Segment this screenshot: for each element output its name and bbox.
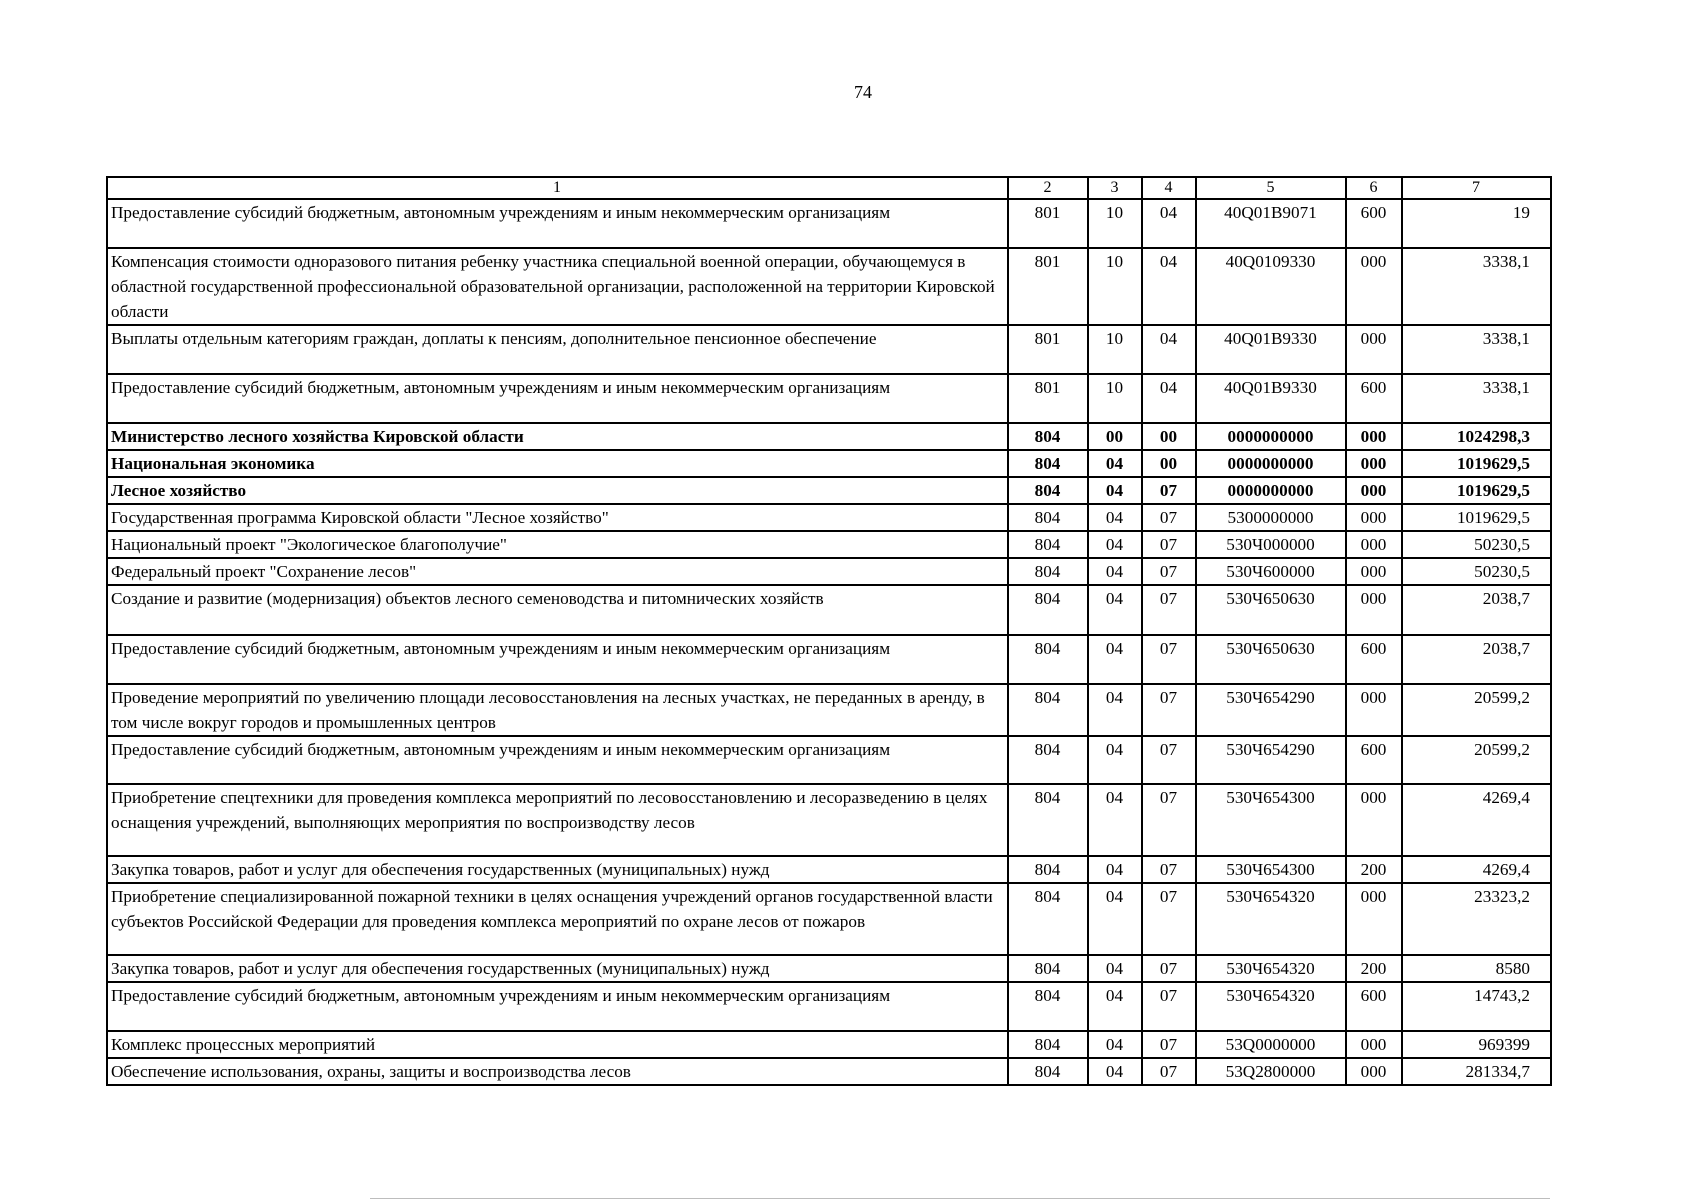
row-code-3: 04	[1088, 504, 1142, 531]
row-name: Обеспечение использования, охраны, защиты и воспроизводства лесов	[107, 1058, 1008, 1085]
row-name: Предоставление субсидий бюджетным, автономным учреждениям и иным некоммерческим организациям	[107, 736, 1008, 784]
row-code-5: 530Ч654290	[1196, 684, 1346, 736]
row-code-3: 04	[1088, 558, 1142, 585]
row-code-5: 530Ч654320	[1196, 982, 1346, 1031]
row-code-4: 07	[1142, 883, 1196, 955]
row-code-4: 07	[1142, 531, 1196, 558]
table-row	[107, 635, 1551, 684]
row-sum: 3338,1	[1402, 374, 1551, 423]
row-code-2: 801	[1008, 248, 1088, 325]
row-code-6: 600	[1346, 374, 1402, 423]
row-code-3: 04	[1088, 531, 1142, 558]
table-row	[107, 1031, 1551, 1058]
row-code-2: 804	[1008, 635, 1088, 684]
table-row	[107, 883, 1551, 955]
row-code-5: 5300000000	[1196, 504, 1346, 531]
row-code-2: 804	[1008, 856, 1088, 883]
row-code-3: 04	[1088, 982, 1142, 1031]
row-code-3: 04	[1088, 1058, 1142, 1085]
row-code-5: 530Ч654290	[1196, 736, 1346, 784]
row-code-5: 530Ч654300	[1196, 856, 1346, 883]
row-name: Закупка товаров, работ и услуг для обеспечения государственных (муниципальных) нужд	[107, 955, 1008, 982]
row-code-2: 804	[1008, 504, 1088, 531]
table-row	[107, 199, 1551, 248]
row-code-6: 600	[1346, 199, 1402, 248]
row-code-3: 10	[1088, 248, 1142, 325]
row-sum: 2038,7	[1402, 585, 1551, 635]
row-code-4: 00	[1142, 450, 1196, 477]
row-name: Министерство лесного хозяйства Кировской области	[107, 423, 1008, 450]
table-row	[107, 684, 1551, 736]
row-code-4: 07	[1142, 635, 1196, 684]
budget-table	[106, 176, 1552, 1086]
row-code-3: 04	[1088, 450, 1142, 477]
row-code-3: 04	[1088, 1031, 1142, 1058]
table-row	[107, 736, 1551, 784]
row-code-4: 07	[1142, 1058, 1196, 1085]
row-code-4: 04	[1142, 374, 1196, 423]
table-row	[107, 423, 1551, 450]
page-bottom-rule	[370, 1198, 1550, 1199]
row-code-5: 0000000000	[1196, 423, 1346, 450]
row-sum: 3338,1	[1402, 248, 1551, 325]
table-header-row	[107, 177, 1551, 199]
row-code-3: 10	[1088, 325, 1142, 374]
row-code-5: 530Ч654320	[1196, 883, 1346, 955]
row-code-5: 530Ч000000	[1196, 531, 1346, 558]
row-code-5: 40Q0109330	[1196, 248, 1346, 325]
row-code-2: 804	[1008, 423, 1088, 450]
row-sum: 4269,4	[1402, 856, 1551, 883]
row-code-3: 04	[1088, 883, 1142, 955]
row-sum: 19	[1402, 199, 1551, 248]
row-code-5: 530Ч654300	[1196, 784, 1346, 856]
row-sum: 20599,2	[1402, 684, 1551, 736]
header-cell: 6	[1346, 177, 1402, 199]
table-row	[107, 504, 1551, 531]
header-cell: 2	[1008, 177, 1088, 199]
table-row	[107, 450, 1551, 477]
table-row	[107, 477, 1551, 504]
row-code-2: 804	[1008, 955, 1088, 982]
row-name: Предоставление субсидий бюджетным, автономным учреждениям и иным некоммерческим организациям	[107, 982, 1008, 1031]
row-code-4: 07	[1142, 504, 1196, 531]
row-code-3: 04	[1088, 856, 1142, 883]
row-code-6: 000	[1346, 325, 1402, 374]
table-row	[107, 248, 1551, 325]
row-code-2: 804	[1008, 883, 1088, 955]
table-body	[107, 199, 1551, 1085]
table-row	[107, 955, 1551, 982]
row-code-3: 04	[1088, 635, 1142, 684]
row-name: Государственная программа Кировской области "Лесное хозяйство"	[107, 504, 1008, 531]
row-name: Предоставление субсидий бюджетным, автономным учреждениям и иным некоммерческим организациям	[107, 199, 1008, 248]
row-name: Проведение мероприятий по увеличению площади лесовосстановления на лесных участках, не переданных в аренду, в том числе вокруг городов и промышленных центров	[107, 684, 1008, 736]
row-name: Создание и развитие (модернизация) объектов лесного семеноводства и питомнических хозяйств	[107, 585, 1008, 635]
row-name: Комплекс процессных мероприятий	[107, 1031, 1008, 1058]
row-sum: 14743,2	[1402, 982, 1551, 1031]
row-name: Выплаты отдельным категориям граждан, доплаты к пенсиям, дополнительное пенсионное обеспечение	[107, 325, 1008, 374]
row-code-4: 04	[1142, 199, 1196, 248]
row-code-2: 804	[1008, 558, 1088, 585]
row-code-6: 000	[1346, 248, 1402, 325]
row-code-2: 804	[1008, 450, 1088, 477]
row-code-6: 000	[1346, 504, 1402, 531]
row-code-4: 04	[1142, 248, 1196, 325]
table-row	[107, 585, 1551, 635]
row-name: Национальный проект "Экологическое благополучие"	[107, 531, 1008, 558]
row-code-5: 40Q01B9071	[1196, 199, 1346, 248]
row-code-6: 000	[1346, 684, 1402, 736]
row-code-2: 804	[1008, 684, 1088, 736]
row-code-6: 600	[1346, 736, 1402, 784]
row-sum: 50230,5	[1402, 558, 1551, 585]
row-code-4: 07	[1142, 1031, 1196, 1058]
row-name: Предоставление субсидий бюджетным, автономным учреждениям и иным некоммерческим организациям	[107, 374, 1008, 423]
row-code-2: 801	[1008, 325, 1088, 374]
row-code-5: 53Q2800000	[1196, 1058, 1346, 1085]
row-code-3: 04	[1088, 684, 1142, 736]
row-code-4: 07	[1142, 955, 1196, 982]
row-code-4: 07	[1142, 558, 1196, 585]
row-code-3: 04	[1088, 736, 1142, 784]
header-cell: 1	[107, 177, 1008, 199]
row-code-5: 0000000000	[1196, 450, 1346, 477]
table-row	[107, 856, 1551, 883]
row-code-6: 000	[1346, 477, 1402, 504]
row-code-2: 801	[1008, 374, 1088, 423]
page-number: 74	[854, 82, 872, 102]
table-row	[107, 784, 1551, 856]
row-code-6: 000	[1346, 1031, 1402, 1058]
row-code-4: 07	[1142, 585, 1196, 635]
row-code-6: 600	[1346, 982, 1402, 1031]
row-code-6: 000	[1346, 531, 1402, 558]
row-sum: 2038,7	[1402, 635, 1551, 684]
row-code-2: 804	[1008, 585, 1088, 635]
row-code-3: 04	[1088, 585, 1142, 635]
row-sum: 23323,2	[1402, 883, 1551, 955]
row-sum: 8580	[1402, 955, 1551, 982]
row-sum: 20599,2	[1402, 736, 1551, 784]
table-row	[107, 982, 1551, 1031]
row-code-3: 04	[1088, 784, 1142, 856]
row-code-3: 10	[1088, 199, 1142, 248]
row-code-3: 10	[1088, 374, 1142, 423]
row-code-6: 000	[1346, 1058, 1402, 1085]
row-code-5: 530Ч650630	[1196, 635, 1346, 684]
row-sum: 1019629,5	[1402, 477, 1551, 504]
row-code-6: 000	[1346, 883, 1402, 955]
row-code-2: 801	[1008, 199, 1088, 248]
row-code-5: 530Ч654320	[1196, 955, 1346, 982]
row-name: Лесное хозяйство	[107, 477, 1008, 504]
row-code-2: 804	[1008, 784, 1088, 856]
row-code-2: 804	[1008, 531, 1088, 558]
row-name: Закупка товаров, работ и услуг для обеспечения государственных (муниципальных) нужд	[107, 856, 1008, 883]
table-row	[107, 325, 1551, 374]
table-row	[107, 531, 1551, 558]
row-code-2: 804	[1008, 1058, 1088, 1085]
row-name: Национальная экономика	[107, 450, 1008, 477]
row-code-4: 07	[1142, 684, 1196, 736]
row-name: Федеральный проект "Сохранение лесов"	[107, 558, 1008, 585]
row-code-2: 804	[1008, 736, 1088, 784]
row-sum: 50230,5	[1402, 531, 1551, 558]
row-code-4: 07	[1142, 784, 1196, 856]
row-code-5: 40Q01B9330	[1196, 374, 1346, 423]
row-code-6: 200	[1346, 955, 1402, 982]
row-sum: 3338,1	[1402, 325, 1551, 374]
row-code-5: 530Ч650630	[1196, 585, 1346, 635]
row-code-6: 000	[1346, 423, 1402, 450]
row-code-5: 53Q0000000	[1196, 1031, 1346, 1058]
row-code-4: 07	[1142, 477, 1196, 504]
row-code-5: 530Ч600000	[1196, 558, 1346, 585]
header-cell: 7	[1402, 177, 1551, 199]
row-code-6: 200	[1346, 856, 1402, 883]
row-code-4: 07	[1142, 736, 1196, 784]
row-code-3: 00	[1088, 423, 1142, 450]
row-sum: 1024298,3	[1402, 423, 1551, 450]
row-code-2: 804	[1008, 477, 1088, 504]
row-sum: 281334,7	[1402, 1058, 1551, 1085]
row-sum: 4269,4	[1402, 784, 1551, 856]
row-code-3: 04	[1088, 955, 1142, 982]
table-row	[107, 558, 1551, 585]
row-code-4: 04	[1142, 325, 1196, 374]
header-cell: 5	[1196, 177, 1346, 199]
row-code-6: 000	[1346, 450, 1402, 477]
row-name: Приобретение специализированной пожарной техники в целях оснащения учреждений органов государственной власти субъектов Российской Федерации для проведения комплекса мероприятий по охране лесов от пожаров	[107, 883, 1008, 955]
row-name: Компенсация стоимости одноразового питания ребенку участника специальной военной операции, обучающемуся в областной государственной профессиональной образовательной организации, расположенной на территории Кировской области	[107, 248, 1008, 325]
row-code-2: 804	[1008, 982, 1088, 1031]
header-cell: 3	[1088, 177, 1142, 199]
table-row	[107, 1058, 1551, 1085]
row-code-5: 0000000000	[1196, 477, 1346, 504]
row-code-6: 000	[1346, 585, 1402, 635]
row-sum: 969399	[1402, 1031, 1551, 1058]
row-code-3: 04	[1088, 477, 1142, 504]
row-code-6: 600	[1346, 635, 1402, 684]
row-code-4: 07	[1142, 856, 1196, 883]
row-sum: 1019629,5	[1402, 450, 1551, 477]
row-code-4: 00	[1142, 423, 1196, 450]
row-code-5: 40Q01B9330	[1196, 325, 1346, 374]
row-name: Предоставление субсидий бюджетным, автономным учреждениям и иным некоммерческим организациям	[107, 635, 1008, 684]
header-cell: 4	[1142, 177, 1196, 199]
row-sum: 1019629,5	[1402, 504, 1551, 531]
row-code-2: 804	[1008, 1031, 1088, 1058]
row-name: Приобретение спецтехники для проведения комплекса мероприятий по лесовосстановлению и лесоразведению в целях оснащения учреждений, выполняющих мероприятия по воспроизводству лесов	[107, 784, 1008, 856]
row-code-6: 000	[1346, 558, 1402, 585]
row-code-4: 07	[1142, 982, 1196, 1031]
row-code-6: 000	[1346, 784, 1402, 856]
table-row	[107, 374, 1551, 423]
